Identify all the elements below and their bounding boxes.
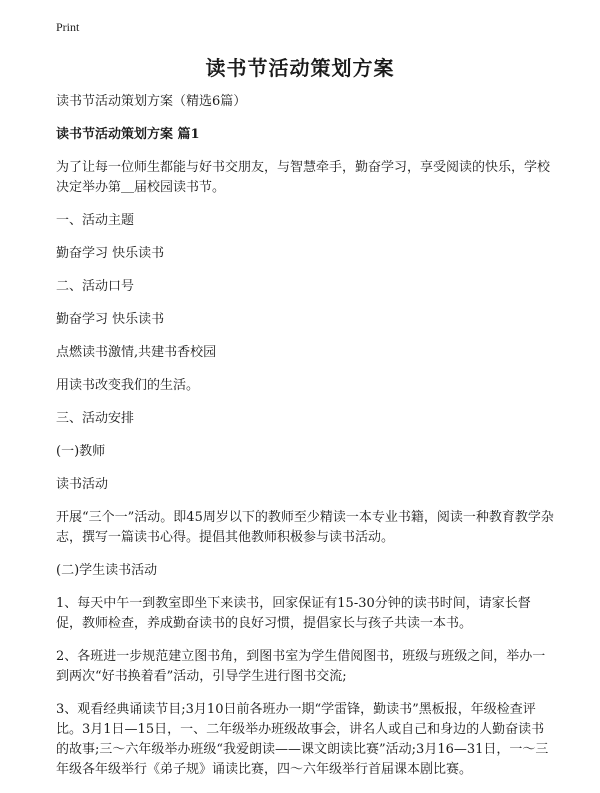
paragraph: 三、活动安排 [56, 411, 135, 426]
document-body [56, 92, 556, 793]
paragraph: 1、每天中午一到教室即坐下来读书，回家保证有15-30分钟的读书时间，请家长督促，教师检查，养成勤奋读书的良好习惯，提倡家长与孩子共读一本书。 [56, 596, 531, 631]
paragraph: 读书活动 [56, 477, 109, 492]
paragraph: 勤奋学习 快乐读书 [56, 246, 165, 261]
paragraph: 2、各班进一步规范建立图书角，到图书室为学生借阅图书，班级与班级之间，举办一到两次“好书换着看”活动，引导学生进行图书交流; [56, 649, 546, 684]
paragraph: (二)学生读书活动 [56, 563, 158, 578]
paragraph: 为了让每一位师生都能与好书交朋友，与智慧牵手，勤奋学习，享受阅读的快乐，学校决定举办第＿届校园读书节。 [56, 160, 551, 195]
print-link[interactable]: Print [56, 20, 80, 34]
paragraph: 二、活动口号 [56, 279, 135, 294]
section-heading: 读书节活动策划方案 篇1 [56, 127, 200, 142]
paragraph: 点燃读书激情,共建书香校园 [56, 345, 217, 360]
paragraph: 3、观看经典诵读节目;3月10日前各班办一期“学雷锋，勤读书”黑板报，年级检查评比。3月1日—15日，一、二年级举办班级故事会，讲名人或自己和身边的人勤奋读书的故事;三～六年级举办班级“我爱朗读——课文朗读比赛”活动;3月16—31日，一～三年级各年级举行《弟子规》诵读比赛，四～六年级举行首届课本剧比赛。 [56, 702, 549, 777]
paragraph: (一)教师 [56, 444, 106, 459]
document-subtitle: 读书节活动策划方案（精选6篇） [56, 94, 247, 109]
document-title: 读书节活动策划方案 [205, 56, 395, 80]
paragraph: 用读书改变我们的生活。 [56, 378, 200, 393]
paragraph: 开展“三个一”活动。即45周岁以下的教师至少精读一本专业书籍，阅读一种教育教学杂志，撰写一篇读书心得。提倡其他教师积极参与读书活动。 [56, 510, 554, 545]
paragraph: 一、活动主题 [56, 213, 135, 228]
paragraph: 勤奋学习 快乐读书 [56, 312, 165, 327]
